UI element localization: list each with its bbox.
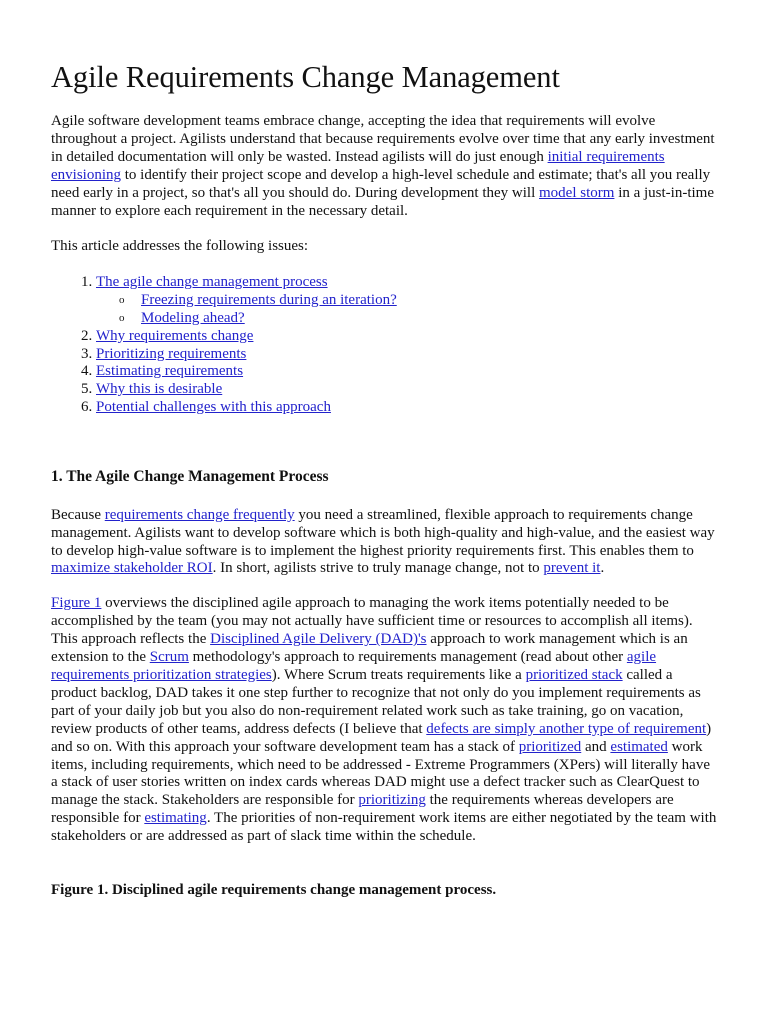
link-prioritized-stack[interactable]: prioritized stack [525, 666, 623, 683]
text-run: and [581, 738, 611, 755]
toc-link-freezing-requirements[interactable]: Freezing requirements during an iteration? [141, 292, 397, 309]
section-heading: 1. The Agile Change Management Process [51, 467, 329, 485]
toc-sublist [96, 292, 718, 328]
table-of-contents [51, 274, 718, 416]
text-run: work items, including requirements, which need to be addressed - Extreme Programmers (XPers) will literally have a stack of user stories written on index cards whereas DAD might use a defect tracker such as ClearQuest to manage the stack. Stakeholders are responsible for [51, 738, 710, 809]
text-run: ). Where Scrum treats requirements like a [271, 666, 526, 683]
text-run: Agile software development teams embrace change, accepting the idea that requirements will evolve throughout a project. Agilists understand that because requirements evolve over time that any early investment in detailed documentation will only be wasted. Instead agilists will do just enough [51, 113, 715, 165]
page-title: Agile Requirements Change Management [51, 60, 560, 94]
link-prevent-it[interactable]: prevent it [543, 560, 601, 577]
section-paragraph [51, 507, 718, 579]
toc-item [96, 274, 718, 327]
toc-item [96, 363, 718, 381]
text-run: . In short, agilists strive to truly manage change, not to [212, 560, 544, 577]
link-estimated[interactable]: estimated [610, 738, 668, 755]
text-run: . [600, 560, 605, 577]
text-run: methodology's approach to requirements management (read about other [188, 649, 627, 666]
toc-link-prioritizing-requirements[interactable]: Prioritizing requirements [96, 345, 247, 362]
text-run: Because [51, 506, 105, 523]
link-defects-requirement[interactable]: defects are simply another type of requirement [426, 720, 707, 737]
link-figure-1[interactable]: Figure 1 [51, 595, 102, 612]
bullet-marker: o [119, 294, 125, 307]
link-prioritizing[interactable]: prioritizing [358, 792, 426, 809]
toc-item [96, 328, 718, 346]
toc-item [96, 381, 718, 399]
toc-link-why-desirable[interactable]: Why this is desirable [96, 381, 223, 398]
link-model-storm[interactable]: model storm [539, 184, 615, 201]
section-paragraph [51, 595, 718, 846]
toc-item [96, 346, 718, 364]
link-requirements-change-frequently[interactable]: requirements change frequently [104, 506, 295, 523]
text-run: called a product backlog, DAD takes it one step further to recognize that not only do you implement requirements as part of your daily job but you also do non-requirement related work such as take training, go on vacation, review products of other teams, address defects (I believe that [51, 666, 701, 737]
text-run: the requirements whereas developers are responsible for [51, 792, 674, 827]
issues-intro: This article addresses the following issues: [51, 238, 309, 255]
toc-subitem [119, 310, 718, 328]
link-maximize-stakeholder-roi[interactable]: maximize stakeholder ROI [51, 560, 213, 577]
toc-link-why-requirements-change[interactable]: Why requirements change [96, 327, 254, 344]
intro-paragraph [51, 113, 718, 220]
text-run: in a just-in-time manner to explore each requirement in the necessary detail. [51, 184, 715, 219]
link-prioritized[interactable]: prioritized [518, 738, 582, 755]
toc-link-modeling-ahead[interactable]: Modeling ahead? [141, 309, 245, 326]
text-run: to identify their project scope and develop a high-level schedule and estimate; that's all you really need early in a project, so that's all you should do. During development they will [51, 166, 711, 201]
text-run: ) and so on. With this approach your software development team has a stack of [51, 720, 712, 755]
text-run: overviews the disciplined agile approach to managing the work items potentially needed to be accomplished by the team (you may not actually have sufficient time or resources to accomplish all items). This approach reflects the [51, 595, 693, 648]
link-scrum[interactable]: Scrum [149, 649, 189, 666]
toc-link-change-management-process[interactable]: The agile change management process [96, 274, 328, 291]
toc-link-estimating-requirements[interactable]: Estimating requirements [96, 363, 244, 380]
bullet-marker: o [119, 311, 125, 324]
toc-item [96, 399, 718, 417]
link-estimating[interactable]: estimating [144, 810, 207, 827]
text-run: . The priorities of non-requirement work items are either negotiated by the team with stakeholders or are addressed as part of slack time within the schedule. [51, 810, 717, 845]
figure-caption: Figure 1. Disciplined agile requirements change management process. [51, 882, 497, 899]
link-initial-requirements-envisioning[interactable]: initial requirements envisioning [51, 148, 665, 183]
link-dad[interactable]: Disciplined Agile Delivery (DAD)'s [210, 631, 427, 648]
text-run: approach to work management which is an extension to the [51, 631, 688, 666]
text-run: you need a streamlined, flexible approach to requirements change management. Agilists want to develop software which is both high-quality and high-value, and the easiest way to develop high-value software is to implement the highest priority requirements first. This enables them to [51, 506, 715, 559]
toc-link-potential-challenges[interactable]: Potential challenges with this approach [96, 398, 331, 415]
link-prioritization-strategies[interactable]: agile requirements prioritization strategies [51, 649, 657, 683]
toc-subitem [119, 292, 718, 310]
